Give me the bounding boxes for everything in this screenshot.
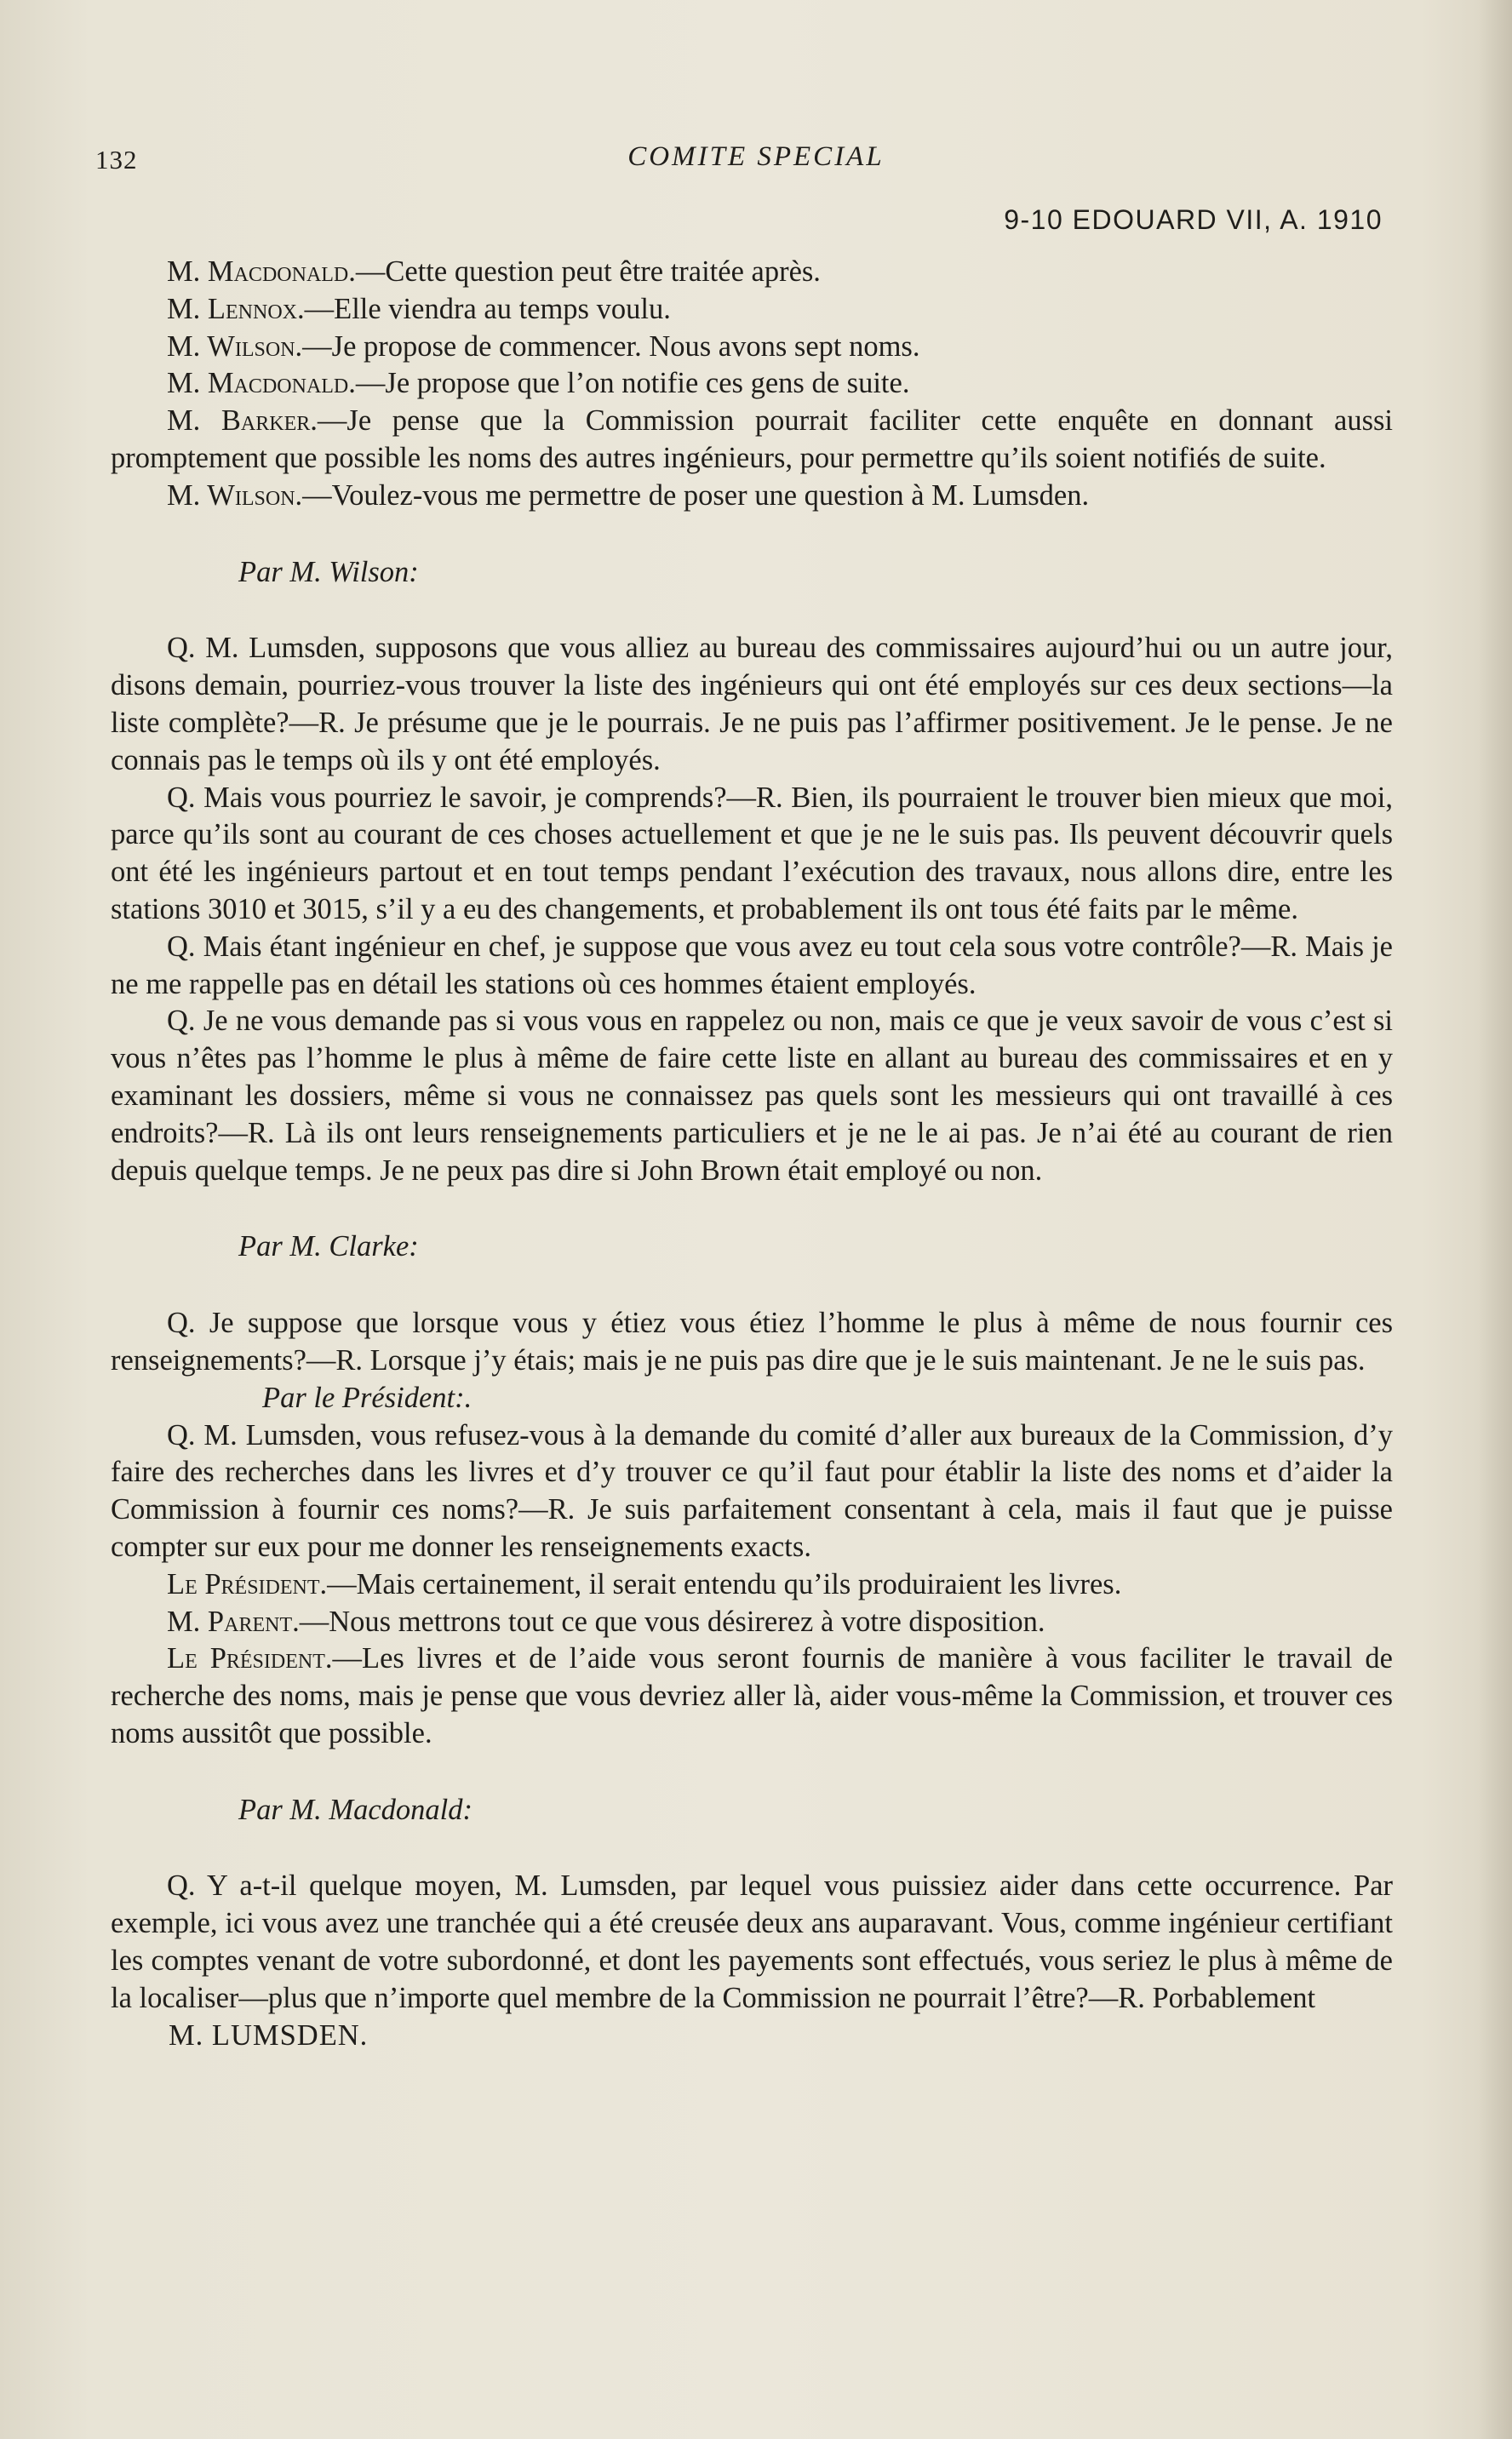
speech-text: —Mais certainement, il serait entendu qu’ils produiraient les livres. bbox=[327, 1567, 1122, 1600]
spacer bbox=[111, 1189, 1393, 1228]
speaker-name: M. Lennox. bbox=[167, 292, 305, 325]
question-answer: Q. Mais vous pourriez le savoir, je comprends?—R. Bien, ils pourraient le trouver bien mieux que moi, parce qu’ils sont au courant de ces choses actuellement et que je ne le suis pas. Ils peuvent découvrir quels ont été les ingénieurs partout et en tout temps pendant l’exécution des travaux, nous allons dire, entre les stations 3010 et 3015, s’il y a eu des changements, et probablement ils ont tous été faits par le même. bbox=[111, 781, 1393, 925]
paragraph bbox=[111, 1566, 1393, 1604]
speech-text: —Voulez-vous me permettre de poser une question à M. Lumsden. bbox=[302, 478, 1090, 512]
question-answer: Q. Je suppose que lorsque vous y étiez vous étiez l’homme le plus à même de nous fournir ces renseignements?—R. Lorsque j’y étais; mais je ne puis pas dire que je le suis maintenant. Je ne le suis pas. bbox=[111, 1307, 1393, 1377]
question-answer: Q. M. Lumsden, supposons que vous alliez au bureau des commissaires aujourd’hui ou un autre jour, disons demain, pourriez-vous trouver la liste des ingénieurs qui ont été employés sur ces deux sections—la liste complète?—R. Je présume que je le pourrais. Je ne puis pas l’affirmer positivement. Je le pense. Je ne connais pas le temps où ils y ont été employés. bbox=[111, 632, 1393, 776]
paragraph bbox=[111, 478, 1393, 515]
section-heading-wilson: Par M. Wilson: bbox=[238, 555, 419, 588]
question-answer: Q. Mais étant ingénieur en chef, je suppose que vous avez eu tout cela sous votre contrôle?—R. Mais je ne me rappelle pas en détail les stations où ces hommes étaient employés. bbox=[111, 930, 1393, 1000]
question-answer: Q. Je ne vous demande pas si vous vous en rappelez ou non, mais ce que je veux savoir de vous c’est si vous n’êtes pas l’homme le plus à même de faire cette liste en allant au bureau des commissaires et en y examinant les dossiers, même si vous ne connaissez pas quels sont les messieurs qui ont travaillé à ces endroits?—R. Là ils ont leurs renseignements particuliers et je ne le ai pas. Je n’ai été au courant de rien depuis quelque temps. Je ne peux pas dire si John Brown était employé ou non. bbox=[111, 1005, 1393, 1187]
paragraph bbox=[111, 403, 1393, 478]
page-number: 132 bbox=[95, 145, 138, 175]
speech-text: —Je propose que l’on notifie ces gens de suite. bbox=[355, 367, 910, 400]
section-heading-macdonald: Par M. Macdonald: bbox=[238, 1793, 472, 1826]
speech-text: —Nous mettrons tout ce que vous désirerez à votre disposition. bbox=[299, 1605, 1045, 1638]
speaker-name: M. Wilson. bbox=[167, 478, 303, 512]
running-title: COMITE SPECIAL bbox=[627, 141, 885, 172]
question-answer: Q. Y a-t-il quelque moyen, M. Lumsden, par lequel vous puissiez aider dans cette occurrence. Par exemple, ici vous avez une tranchée qui a été creusée deux ans auparavant. Vous, comme ingénieur certifiant les comptes venant de votre subordonné, et dont les payements sont effectués, vous seriez le plus à même de la localiser—plus que n’importe quel membre de la Commission ne pourrait l’être?—R. Porbablement bbox=[111, 1869, 1393, 2014]
edition-line: 9-10 EDOUARD VII, A. 1910 bbox=[1004, 204, 1383, 235]
speaker-name: M. Wilson. bbox=[167, 329, 303, 363]
speaker-name: Le Président. bbox=[167, 1642, 333, 1675]
speech-text: —Je propose de commencer. Nous avons sept noms. bbox=[302, 329, 920, 363]
speech-text: —Cette question peut être traitée après. bbox=[355, 255, 821, 288]
speech-text: —Je pense que la Commission pourrait faciliter cette enquête en donnant aussi promptement que possible les noms des autres ingénieurs, pour permettre qu’ils soient notifiés de suite. bbox=[111, 404, 1394, 474]
section-heading-president: Par le Président:. bbox=[262, 1381, 472, 1414]
paragraph bbox=[111, 1640, 1393, 1752]
paragraph bbox=[111, 254, 1393, 291]
speech-text: —Les livres et de l’aide vous seront fournis de manière à vous faciliter le travail de recherche des noms, mais je pense que vous devriez aller là, aider vous-même la Commission, et trouver ces noms aussitôt que possible. bbox=[111, 1642, 1393, 1749]
paragraph bbox=[111, 365, 1393, 403]
witness-signature: M. LUMSDEN. bbox=[169, 2018, 369, 2052]
paragraph bbox=[111, 329, 1393, 366]
question-answer: Q. M. Lumsden, vous refusez-vous à la demande du comité d’aller aux bureaux de la Commission, d’y faire des recherches dans les livres et d’y trouver ce qu’il faut pour établir la liste des noms et d’aider la Commission à fournir ces noms?—R. Je suis parfaitement consentant à cela, mais il faut que je puisse compter sur eux pour me donner les renseignements exacts. bbox=[111, 1418, 1393, 1563]
spacer bbox=[111, 1753, 1393, 1792]
spacer bbox=[111, 515, 1393, 554]
spacer bbox=[111, 1829, 1393, 1868]
spacer bbox=[111, 1266, 1393, 1305]
body-text bbox=[111, 254, 1393, 2054]
paragraph bbox=[111, 291, 1393, 329]
section-heading-clarke: Par M. Clarke: bbox=[238, 1230, 419, 1263]
paragraph bbox=[111, 1604, 1393, 1641]
speech-text: —Elle viendra au temps voulu. bbox=[304, 292, 671, 325]
spacer bbox=[111, 591, 1393, 630]
page-edge-shadow bbox=[1478, 0, 1512, 2439]
speaker-name: Le Président. bbox=[167, 1567, 328, 1600]
speaker-name: M. Macdonald. bbox=[167, 255, 356, 288]
speaker-name: M. Macdonald. bbox=[167, 367, 356, 400]
speaker-name: M. Barker. bbox=[167, 404, 318, 438]
speaker-name: M. Parent. bbox=[167, 1605, 300, 1638]
